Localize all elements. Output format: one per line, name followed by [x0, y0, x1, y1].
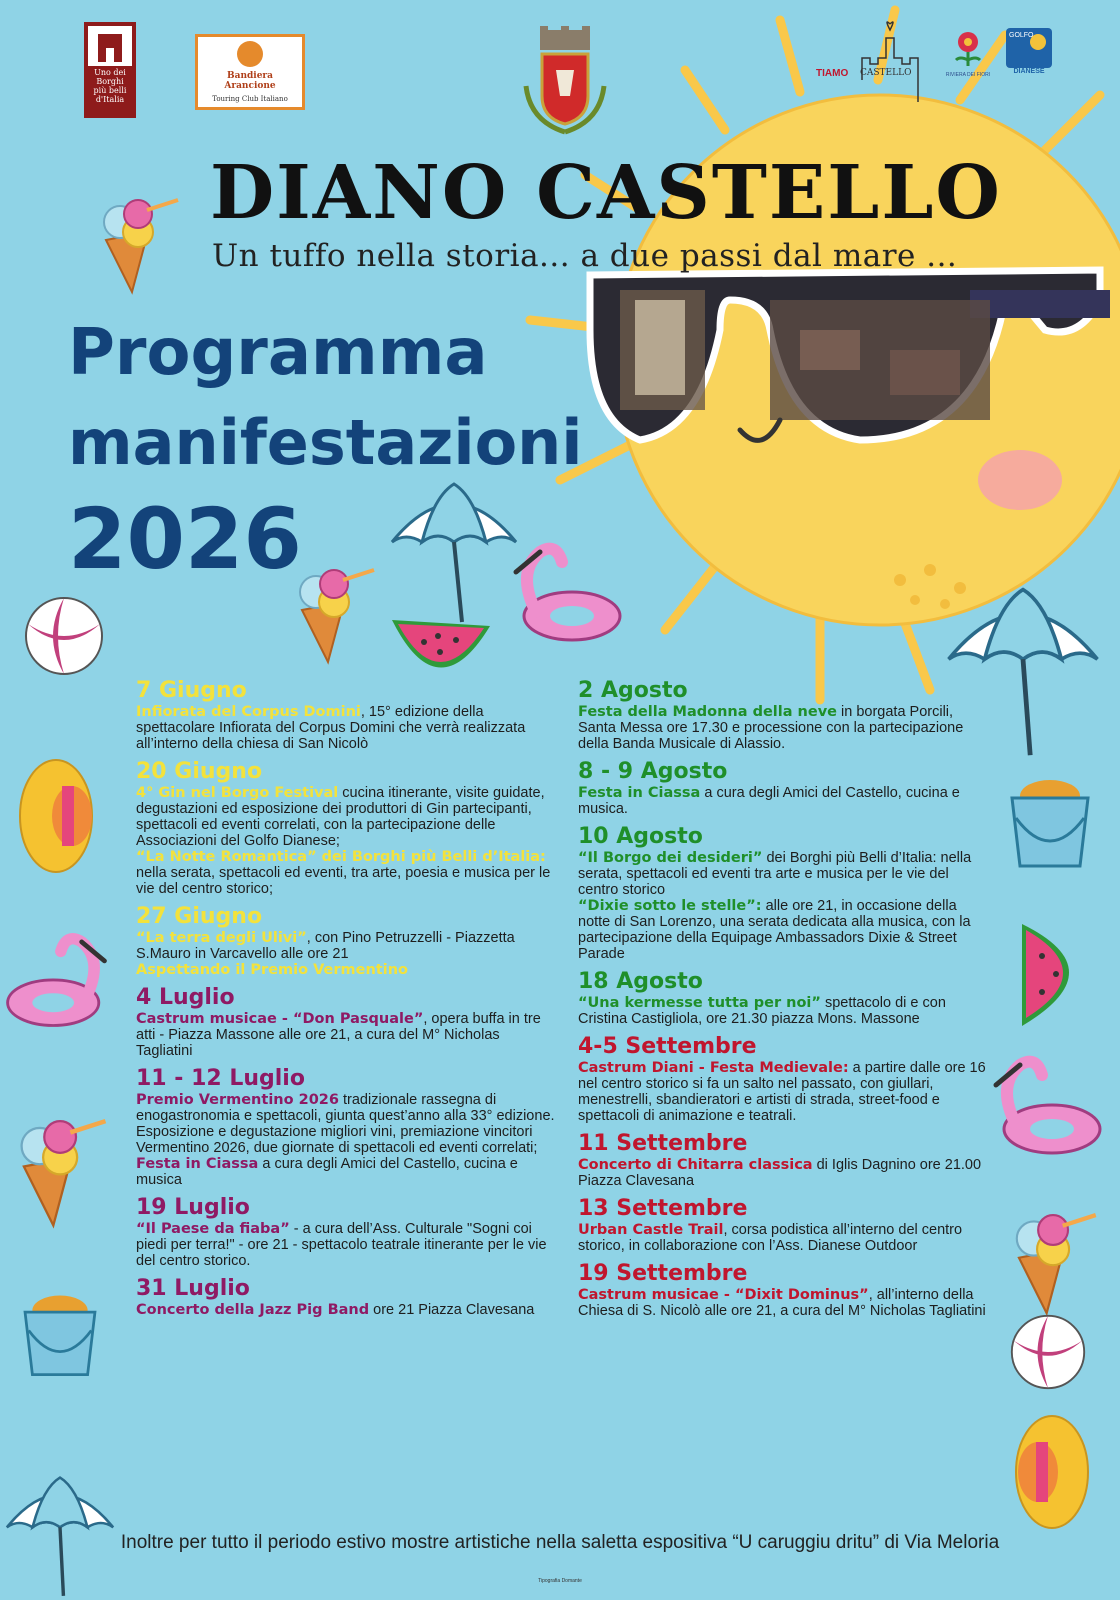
- event-details: , con Pino Petruzzelli - Piazzetta S.Mauro in Varcavello alle ore 21: [136, 930, 515, 962]
- event-description: [136, 930, 556, 962]
- borghi-line-2: Borghi: [96, 77, 124, 86]
- event-details: di Iglis Dagnino ore 21.00 Piazza Clavesana: [578, 1157, 982, 1189]
- watermelon-icon: [388, 612, 494, 684]
- flamingo-float-icon: [0, 922, 114, 1034]
- castle-outline-icon: [854, 18, 924, 102]
- event-title: Aspettando il Premio Vermentino: [136, 962, 408, 978]
- castello-label: CASTELLO: [860, 68, 912, 78]
- event-date: 4-5 Settembre: [578, 1034, 757, 1059]
- event-description: [136, 704, 556, 752]
- event-details: spettacolo di e con Cristina Castigliola, ore 21.30 piazza Mons. Massone: [578, 995, 946, 1027]
- ice-cream-icon: [1004, 1206, 1100, 1318]
- event-entry: [136, 985, 556, 1059]
- event-details: dei Borghi più Belli d’Italia: nella serata, spettacoli ed eventi tra arte e musica per le vie del centro storico: [578, 850, 972, 898]
- event-date: 10 Agosto: [578, 824, 703, 849]
- event-date: 2 Agosto: [578, 678, 688, 703]
- sand-bucket-icon: [1000, 774, 1100, 874]
- event-details: , all’interno della Chiesa di S. Nicolò alle ore 21, a cura del M° Nicholas Tagliatini: [578, 1287, 986, 1319]
- event-details: , opera buffa in tre atti - Piazza Massone alle ore 21, a cura del M° Nicholas Tagliatini: [136, 1011, 541, 1059]
- event-entry: [578, 1196, 990, 1254]
- event-title: Festa in Ciassa: [136, 1156, 259, 1172]
- event-date: 18 Agosto: [578, 969, 703, 994]
- event-title: Urban Castle Trail: [578, 1222, 724, 1238]
- event-date: 8 - 9 Agosto: [578, 759, 728, 784]
- sand-bucket-icon: [14, 1290, 106, 1382]
- event-details: nella serata, spettacoli ed eventi, tra arte, poesia e musica per le vie del centro storico;: [136, 865, 551, 897]
- flamingo-float-icon: [986, 1040, 1106, 1166]
- sun-hat-icon: [14, 756, 100, 874]
- beach-umbrella-icon: [384, 476, 524, 626]
- event-description: [578, 995, 990, 1027]
- event-title: Castrum musicae - “Don Pasquale”: [136, 1011, 424, 1027]
- event-title: Festa della Madonna della neve: [578, 704, 837, 720]
- footer-note: Inoltre per tutto il periodo estivo mostre artistiche nella saletta espositiva “U caruggiu dritu” di Via Meloria: [120, 1532, 1000, 1553]
- event-details: a cura degli Amici del Castello, cucina e musica.: [578, 785, 960, 817]
- event-date: 19 Settembre: [578, 1261, 748, 1286]
- event-date: 7 Giugno: [136, 678, 247, 703]
- ice-cream-icon: [8, 1112, 110, 1230]
- programme-title-line-1: Programma: [68, 316, 488, 390]
- event-title: Castrum Diani - Festa Medievale:: [578, 1060, 849, 1076]
- ice-cream-icon: [92, 192, 182, 296]
- event-title: “Dixie sotto le stelle”:: [578, 898, 762, 914]
- events-left-column: [136, 678, 556, 1325]
- tiamo-label: TIAMO: [816, 68, 849, 79]
- tagline: Un tuffo nella storia... a due passi dal mare ...: [212, 238, 958, 274]
- event-details: , corsa podistica all’interno del centro storico, in collaborazione con l’Ass. Dianese Outdoor: [578, 1222, 963, 1254]
- event-title: Castrum musicae - “Dixit Dominus”: [578, 1287, 869, 1303]
- bandiera-title: Bandiera Arancione: [224, 71, 276, 91]
- event-details: a partire dalle ore 16 nel centro storico si fa un salto nel passato, con giullari, menestrelli, sbandieratori e artisti di strada, street-food e spettacoli di animazione e teatrali.: [578, 1060, 986, 1124]
- event-entry: [136, 1195, 556, 1269]
- event-date: 4 Luglio: [136, 985, 235, 1010]
- event-date: 20 Giugno: [136, 759, 263, 784]
- event-description: [136, 849, 556, 897]
- borghi-line-3: più belli: [93, 86, 127, 95]
- event-description: [136, 1156, 556, 1188]
- event-description: [578, 1060, 990, 1124]
- event-details: alle ore 21, in occasione della notte di San Lorenzo, una serata dedicata alla musica, con la partecipazione della Equipage Ambassadors Dixie & Street Parade: [578, 898, 971, 962]
- event-title: Festa in Ciassa: [578, 785, 701, 801]
- event-date: 13 Settembre: [578, 1196, 748, 1221]
- programme-year: 2026: [68, 490, 302, 588]
- event-date: 11 - 12 Luglio: [136, 1066, 305, 1091]
- event-entry: [136, 1066, 556, 1188]
- borghi-logo: [84, 22, 136, 118]
- event-entry: [136, 904, 556, 978]
- event-description: [136, 1302, 556, 1318]
- riviera-dei-fiori-logo: [944, 26, 992, 86]
- event-date: 27 Giugno: [136, 904, 263, 929]
- event-description: [578, 1157, 990, 1189]
- event-title: “Una kermesse tutta per noi”: [578, 995, 821, 1011]
- event-description: [578, 1222, 990, 1254]
- event-details: a cura degli Amici del Castello, cucina e musica: [136, 1156, 518, 1188]
- event-details: ore 21 Piazza Clavesana: [369, 1302, 535, 1318]
- riviera-label: RIVIERA DEI FIORI: [945, 72, 991, 78]
- event-description: [136, 1011, 556, 1059]
- event-title: “La terra degli Ulivi”: [136, 930, 307, 946]
- event-title: Infiorata del Corpus Domini: [136, 704, 361, 720]
- event-entry: [136, 678, 556, 752]
- touring-club-label: Touring Club Italiano: [212, 95, 288, 103]
- event-entry: [578, 759, 990, 817]
- event-details: in borgata Porcili, Santa Messa ore 17.30 e processione con la partecipazione della Banda Musicale di Alassio.: [578, 704, 964, 752]
- flag-icon: [237, 41, 263, 67]
- event-description: [136, 785, 556, 849]
- sun-hat-icon: [1010, 1412, 1096, 1530]
- event-entry: [578, 824, 990, 962]
- event-description: [578, 850, 990, 898]
- event-entry: [578, 1131, 990, 1189]
- event-entry: [136, 759, 556, 897]
- ice-cream-icon: [288, 562, 378, 666]
- event-entry: [578, 969, 990, 1027]
- page-title: DIANO CASTELLO: [210, 150, 1002, 236]
- tiamo-castello-logo: [812, 18, 924, 104]
- event-title: Premio Vermentino 2026: [136, 1092, 339, 1108]
- beach-ball-icon: [1008, 1312, 1088, 1392]
- golfo-dianese-logo: [1006, 28, 1052, 86]
- flamingo-float-icon: [506, 532, 626, 648]
- event-title: “Il Borgo dei desideri”: [578, 850, 763, 866]
- tower-icon: [88, 26, 132, 66]
- coat-of-arms-icon: [520, 26, 610, 138]
- bandiera-arancione-logo: [195, 34, 305, 110]
- event-title: 4° Gin nel Borgo Festival: [136, 785, 339, 801]
- golfo-label: GOLFO: [1009, 32, 1034, 39]
- event-date: 11 Settembre: [578, 1131, 748, 1156]
- dianese-label: DIANESE: [1013, 68, 1045, 75]
- event-date: 19 Luglio: [136, 1195, 250, 1220]
- event-entry: [578, 1034, 990, 1124]
- event-details: cucina itinerante, visite guidate, degustazioni ed esposizione dei produttori di Gin partecipanti, spettacoli ed eventi correlati, con la partecipazione delle Associazioni del Golfo Dianese;: [136, 785, 545, 849]
- event-entry: [578, 1261, 990, 1319]
- event-title: “La Notte Romantica” dei Borghi più Belli d’Italia:: [136, 849, 546, 865]
- event-description: [578, 785, 990, 817]
- printer-credit: Tipografia Domante: [538, 1578, 582, 1584]
- watermelon-icon: [1016, 920, 1096, 1030]
- flower-icon: [944, 26, 992, 68]
- event-description: [136, 1092, 556, 1156]
- event-entry: [136, 1276, 556, 1318]
- programme-title-line-2: manifestazioni: [68, 406, 583, 479]
- event-date: 31 Luglio: [136, 1276, 250, 1301]
- event-description: [578, 898, 990, 962]
- event-details: , 15° edizione della spettacolare Infiorata del Corpus Domini che verrà realizzata all’interno della chiesa di San Nicolò: [136, 704, 526, 752]
- event-description: [578, 1287, 990, 1319]
- event-description: [578, 704, 990, 752]
- borghi-line-1: Uno dei: [94, 68, 126, 77]
- event-description: [136, 1221, 556, 1269]
- beach-ball-icon: [22, 594, 106, 678]
- event-details: tradizionale rassegna di enogastronomia e spettacoli, giunta quest’anno alla 33° edizione. Esposizione e degustazione migliori vini, premiazione vincitori Vermentino 2026, due giornate di spettacoli ed eventi correlati;: [136, 1092, 555, 1156]
- event-entry: [578, 678, 990, 752]
- event-title: Concerto della Jazz Pig Band: [136, 1302, 370, 1318]
- event-title: “Il Paese da fiaba”: [136, 1221, 290, 1237]
- borghi-line-4: d'Italia: [95, 95, 125, 104]
- event-title: Concerto di Chitarra classica: [578, 1157, 813, 1173]
- event-description: [136, 962, 556, 978]
- event-details: - a cura dell’Ass. Culturale "Sogni coi piedi per terra!" - ore 21 - spettacolo teatrale itinerante per le vie del centro storico.: [136, 1221, 547, 1269]
- events-right-column: [578, 678, 990, 1326]
